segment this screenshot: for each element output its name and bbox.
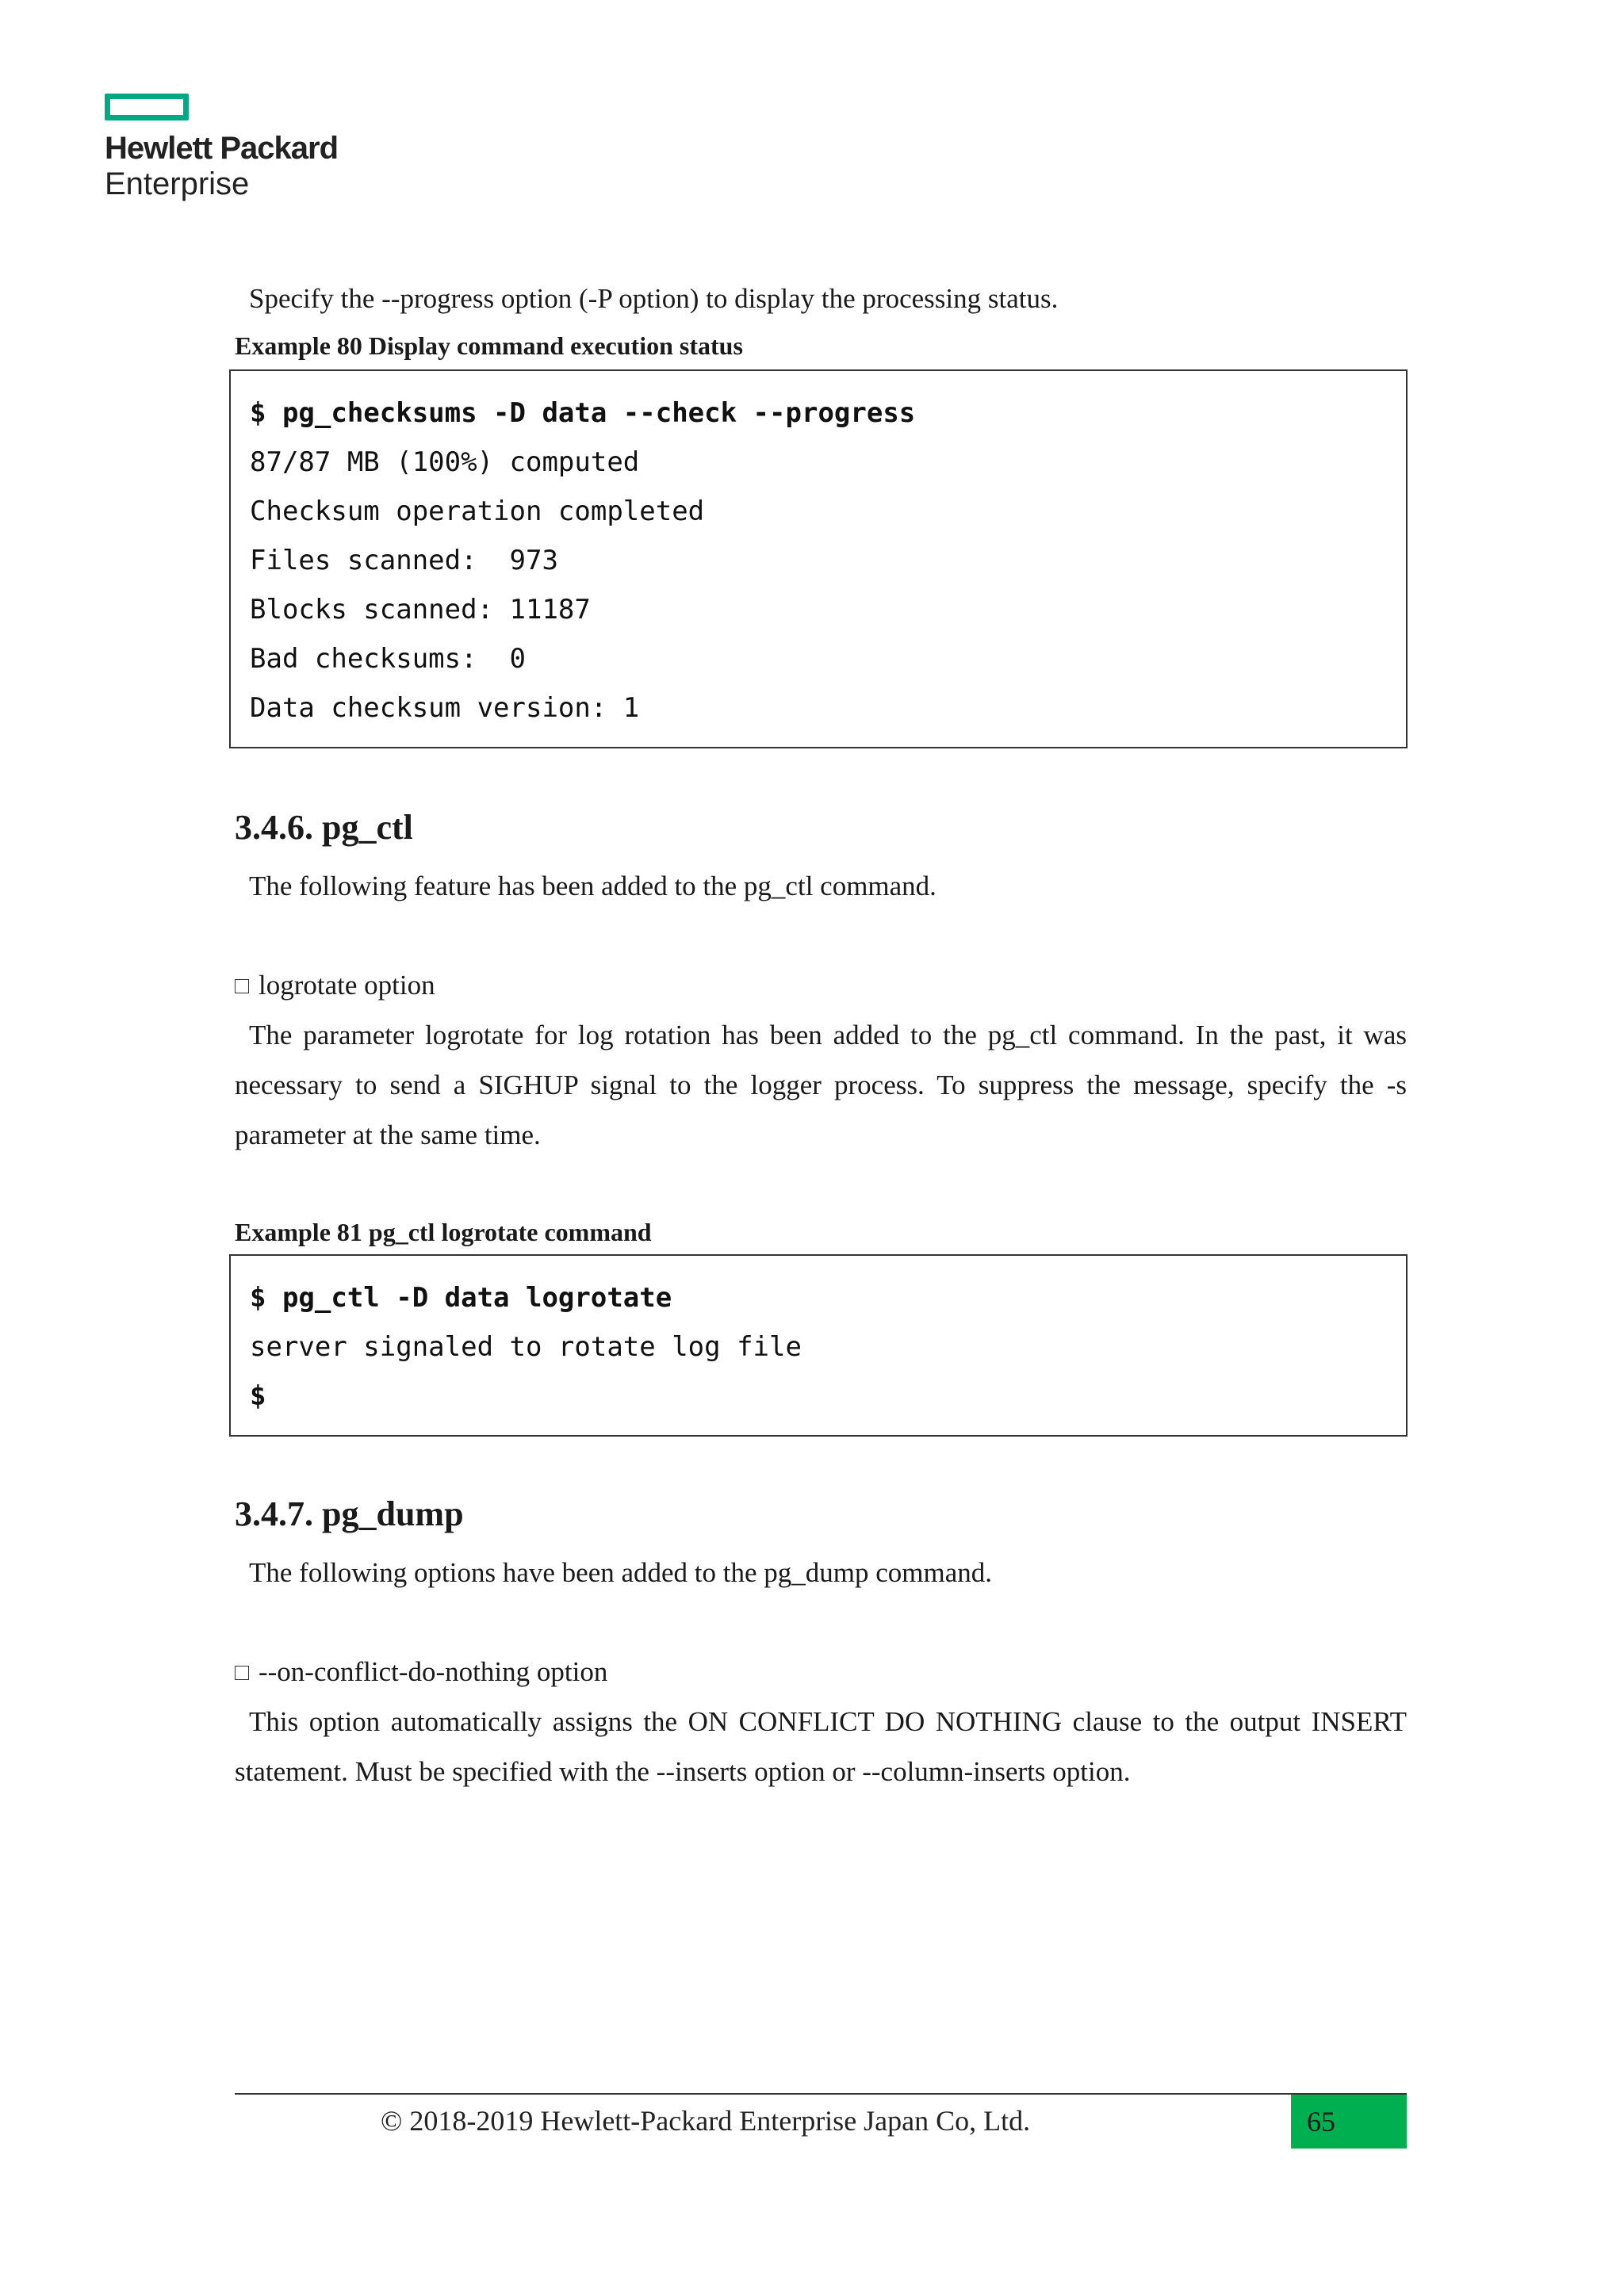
code-line: Blocks scanned: 11187: [250, 594, 591, 626]
code-line: Data checksum version: 1: [250, 692, 640, 724]
code-line: $ pg_checksums -D data --check --progress: [250, 397, 916, 429]
example-81-code-block: [229, 1254, 1408, 1437]
intro-paragraph: Specify the --progress option (-P option) to display the processing status.: [249, 283, 1059, 314]
pg-ctl-bullet: [235, 960, 435, 1010]
code-line: Bad checksums: 0: [250, 643, 526, 675]
page-number: 65: [1291, 2095, 1407, 2149]
footer-copyright: © 2018-2019 Hewlett-Packard Enterprise Japan Co, Ltd.: [381, 2105, 1031, 2137]
code-line: Files scanned: 973: [250, 545, 558, 576]
footer-rule: [235, 2093, 1407, 2095]
pg-ctl-intro: The following feature has been added to the pg_ctl command.: [249, 871, 936, 901]
code-line: $: [250, 1380, 266, 1412]
code-line: server signaled to rotate log file: [250, 1331, 802, 1363]
code-line: Checksum operation completed: [250, 496, 705, 527]
section-heading-pg-ctl: 3.4.6. pg_ctl: [235, 808, 413, 847]
pg-dump-bullet: [235, 1647, 607, 1697]
section-heading-pg-dump: 3.4.7. pg_dump: [235, 1494, 464, 1533]
pg-dump-body: This option automatically assigns the ON CONFLICT DO NOTHING clause to the output INSERT statement. Must be specified with the --inserts option or --column-inserts option.: [235, 1706, 1407, 1787]
bullet-label: logrotate option: [259, 970, 435, 1001]
example-80-code-block: [229, 369, 1408, 748]
square-bullet-icon: [235, 979, 249, 993]
company-logo: [105, 94, 338, 201]
example-81-caption: Example 81 pg_ctl logrotate command: [235, 1218, 652, 1246]
example-80-caption: Example 80 Display command execution status: [235, 331, 743, 360]
pg-ctl-body: The parameter logrotate for log rotation has been added to the pg_ctl command. In the past, it was necessary to send a SIGHUP signal to the logger process. To suppress the message, specify the -s parameter at the same time.: [235, 1020, 1407, 1150]
square-bullet-icon: [235, 1666, 249, 1680]
pg-dump-intro: The following options have been added to the pg_dump command.: [249, 1557, 993, 1588]
logo-text-line2: Enterprise: [105, 166, 250, 201]
code-line: $ pg_ctl -D data logrotate: [250, 1282, 672, 1314]
code-line: 87/87 MB (100%) computed: [250, 446, 640, 478]
bullet-label: --on-conflict-do-nothing option: [259, 1656, 608, 1687]
logo-bar-icon: [105, 94, 189, 121]
logo-text-line1: Hewlett Packard: [105, 131, 339, 166]
